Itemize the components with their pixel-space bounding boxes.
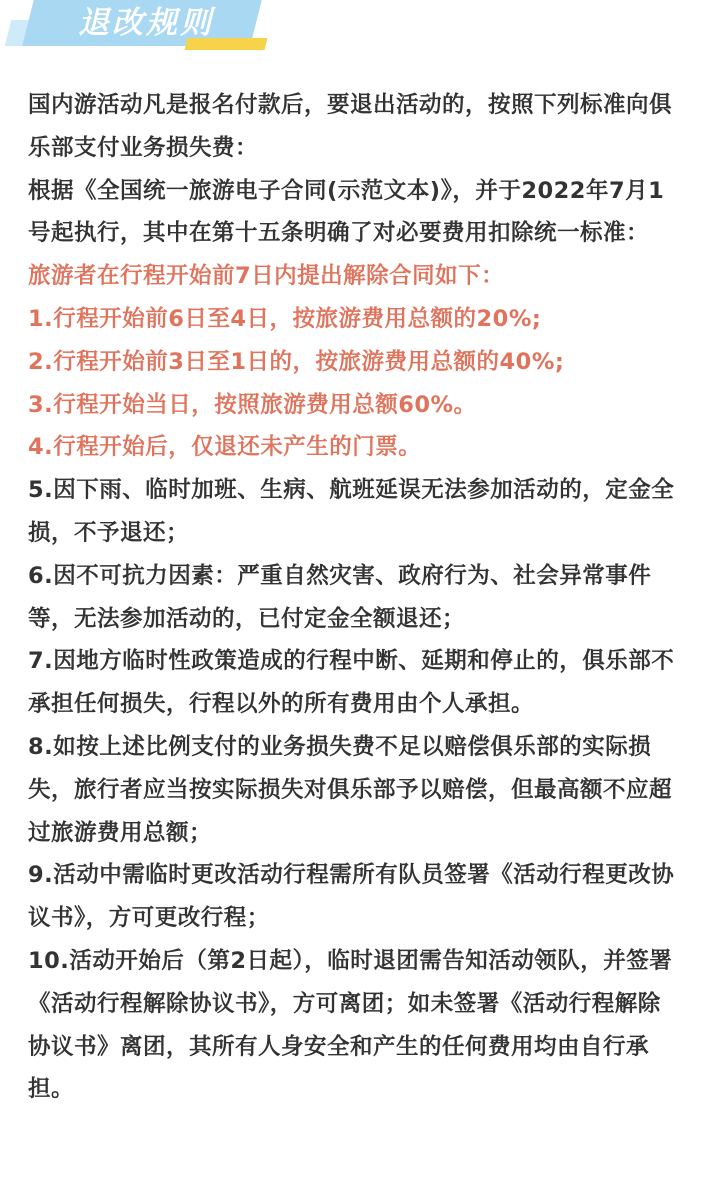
highlight-rule-item: 3.行程开始当日，按照旅游费用总额60%。 bbox=[28, 391, 477, 418]
contract-paragraph: 根据《全国统一旅游电子合同(示范文本)》，并于2022年7月1号起执行，其中在第十五条明确了对必要费用扣除统一标准： bbox=[28, 177, 665, 247]
rule-item: 5.因下雨、临时加班、生病、航班延误无法参加活动的，定金全损，不予退还； bbox=[28, 477, 675, 546]
refund-rules-body bbox=[28, 84, 680, 1111]
rule-item: 8.如按上述比例支付的业务损失费不足以赔偿俱乐部的实际损失，旅行者应当按实际损失对俱乐部予以赔偿，但最高额不应超过旅游费用总额； bbox=[28, 733, 673, 846]
highlight-rule-item: 4.行程开始后，仅退还未产生的门票。 bbox=[28, 434, 422, 461]
rule-item: 7.因地方临时性政策造成的行程中断、延期和停止的，俱乐部不承担任何损失，行程以外的所有费用由个人承担。 bbox=[28, 648, 675, 718]
rule-item: 9.活动中需临时更改活动行程需所有队员签署《活动行程更改协议书》，方可更改行程； bbox=[28, 862, 675, 932]
section-title: 退改规则 bbox=[78, 5, 214, 41]
highlight-rule-item: 1.行程开始前6日至4日，按旅游费用总额的20%; bbox=[28, 305, 542, 332]
highlight-rule-item: 2.行程开始前3日至1日的，按旅游费用总额的40%; bbox=[28, 348, 565, 375]
intro-paragraph: 国内游活动凡是报名付款后，要退出活动的，按照下列标准向俱乐部支付业务损失费： bbox=[28, 92, 673, 161]
highlight-rule-heading: 旅游者在行程开始前7日内提出解除合同如下： bbox=[28, 263, 505, 290]
section-header bbox=[0, 0, 702, 70]
rule-item: 6.因不可抗力因素：严重自然灾害、政府行为、社会异常事件等，无法参加活动的，已付定金全额退还； bbox=[28, 562, 652, 632]
rule-item: 10.活动开始后（第2日起），临时退团需告知活动领队，并签署《活动行程解除协议书》，方可离团；如未签署《活动行程解除协议书》离团，其所有人身安全和产生的任何费用均由自行承担。 bbox=[28, 947, 673, 1103]
